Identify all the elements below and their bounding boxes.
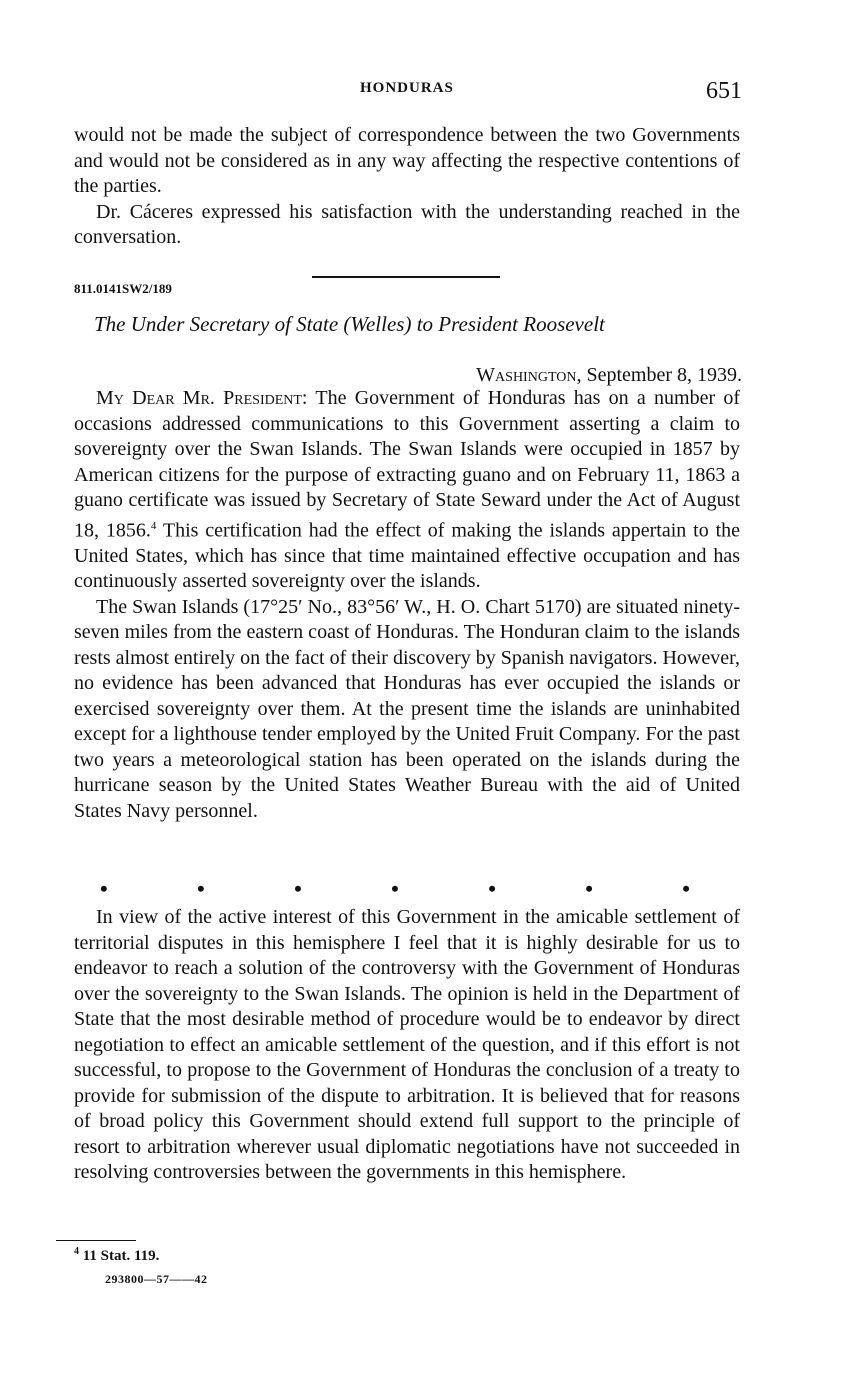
omission-dot: • <box>294 876 302 901</box>
footnote <box>74 1246 159 1265</box>
footnote-rule <box>56 1240 136 1241</box>
letter-paragraph-1 <box>74 386 740 595</box>
dateline <box>476 364 742 387</box>
omission-marks <box>100 876 690 902</box>
continuation-paragraph-2: Dr. Cáceres expressed his satisfaction with the understanding reached in the conversation. <box>74 200 740 248</box>
print-code: 293800—57——42 <box>105 1272 208 1286</box>
section-divider <box>312 276 500 278</box>
omission-dot: • <box>682 876 690 901</box>
letter-paragraph-3: In view of the active interest of this Government in the amicable settlement of territorial disputes in this hemisphere I feel that it is highly desirable for us to endeavor to reach a solution of the controversy with the Government of Honduras over the sovereignty to the Swan Islands. The opinion is held in the Department of State that the most desirable method of procedure would be to endeavor by direct negotiation to effect an amicable settlement of the question, and if this effort is not successful, to propose to the Government of Honduras the conclusion of a treaty to provide for submission of the dispute to arbitration. It is believed that for reasons of broad policy this Government should extend full support to the principle of resort to arbitration wherever usual diplomatic negotiations have not succeeded in resolving controversies between the governments in this hemisphere. <box>74 906 740 1183</box>
dateline-place: Washington, <box>476 364 582 386</box>
letter-paragraph-2: The Swan Islands (17°25′ No., 83°56′ W., H. O. Chart 5170) are situated ninety-seven miles from the eastern coast of Honduras. The Honduran claim to the islands rests almost entirely on the fact of their discovery by Spanish navigators. However, no evidence has been advanced that Honduras has ever occupied the islands or exercised sovereignty over them. At the present time the islands are uninhabited except for a lighthouse tender employed by the United Fruit Company. For the past two years a meteorological station has been operated on the islands during the hurricane season by the United States Weather Bureau with the aid of United States Navy personnel. <box>74 595 740 822</box>
page-number: 651 <box>706 78 742 104</box>
footnote-text: 11 Stat. 119. <box>82 1248 160 1264</box>
continuation-text <box>74 123 740 251</box>
file-number: 811.0141SW2/189 <box>74 281 172 296</box>
letter-body <box>74 386 740 824</box>
omission-dot: • <box>100 876 108 901</box>
letter-paragraph-1-text-2: This certification had the effect of making the islands appertain to the United States, which has since that time maintained effective occupation and has continuously asserted sovereignty over the islands. <box>74 519 741 593</box>
letter-paragraph-1-text: The Government of Honduras has on a number of occasions addressed communications to this Government asserting a claim to sovereignty over the Swan Islands. The Swan Islands were occupied in 1857 by American citizens for the purpose of extracting guano and on February 11, 1863 a guano certificate was issued by Secretary of State Seward under the Act of August 18, 1856. <box>74 387 740 542</box>
omission-dot: • <box>488 876 496 901</box>
omission-dot: • <box>391 876 399 901</box>
dateline-date: September 8, 1939. <box>586 364 742 386</box>
letter-body-continued <box>74 905 740 1186</box>
continuation-paragraph-1: would not be made the subject of correspondence between the two Governments and would not be considered as in any way affecting the respective contentions of the parties. <box>74 124 740 197</box>
document-title: The Under Secretary of State (Welles) to President Roosevelt <box>94 312 605 336</box>
footnote-marker: 4 <box>74 1246 79 1257</box>
omission-dot: • <box>197 876 205 901</box>
salutation: My Dear Mr. President: <box>96 387 308 409</box>
omission-dot: • <box>585 876 593 901</box>
footnote-reference: 4 <box>150 519 157 532</box>
running-head: HONDURAS <box>360 80 454 96</box>
